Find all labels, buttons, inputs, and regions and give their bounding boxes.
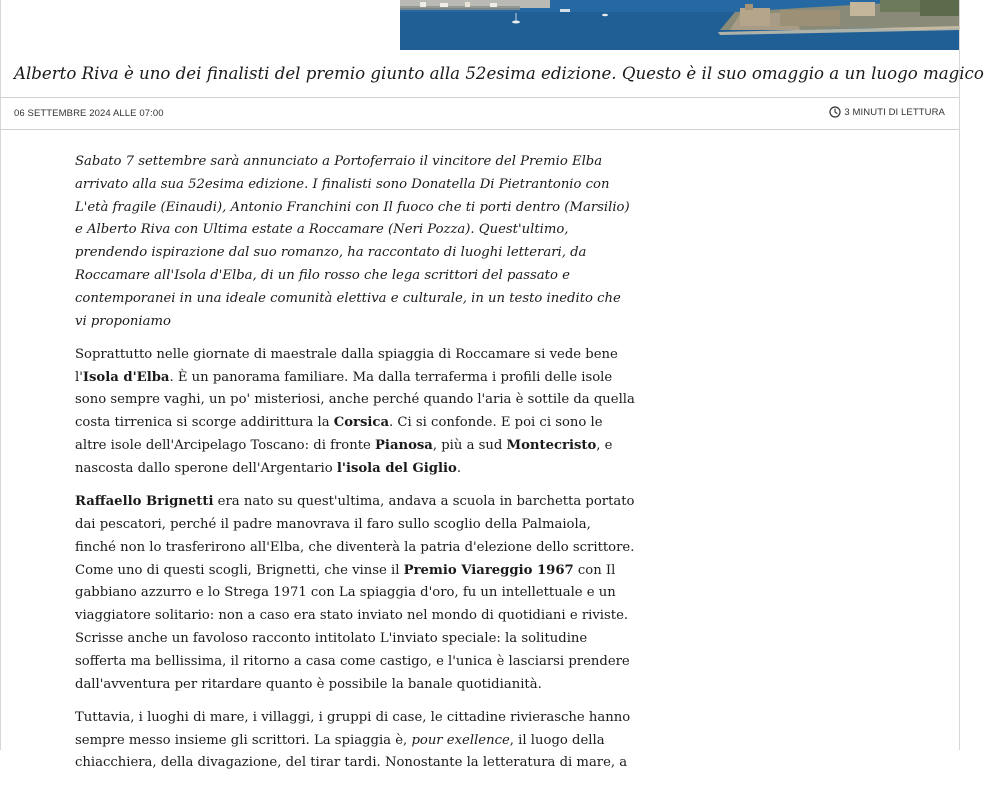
reading-time bbox=[829, 106, 945, 118]
keyword-isola-giglio: l'isola del Giglio bbox=[336, 460, 457, 476]
hero-image bbox=[400, 0, 959, 50]
publish-date: 06 SETTEMBRE 2024 ALLE 07:00 bbox=[14, 108, 164, 119]
keyword-premio-viareggio: Premio Viareggio 1967 bbox=[403, 562, 574, 578]
keyword-pianosa: Pianosa bbox=[375, 438, 433, 454]
keyword-montecristo: Montecristo bbox=[506, 438, 597, 454]
article-paragraph-3 bbox=[75, 707, 635, 775]
article-subtitle: Alberto Riva è uno dei finalisti del premio giunto alla 52esima edizione. Questo è il suo omaggio a un luogo magico bbox=[14, 64, 984, 83]
text-segment: Tuttavia, i luoghi di mare, i villaggi, i gruppi di case, le cittadine rivierasche hanno sempre messo insieme gli scrittori. La spiaggia è, bbox=[75, 709, 631, 748]
article-body bbox=[75, 151, 635, 786]
text-segment: con Il gabbiano azzurro e lo Strega 1971 con La spiaggia d'oro, fu un intellettuale e un viaggiatore solitario: non a caso era stato inviato nel mondo di quotidiani e riviste. Scrisse anche un favoloso racconto intitolato L'inviato speciale: la solitudine sofferta ma bellissima, il ritorno a casa come castigo, e l'unica è lasciarsi prendere dall'avventura per ritardare quanto è possibile la banale quotidianità. bbox=[75, 562, 630, 692]
text-segment: . È un panorama familiare. Ma dalla terraferma i profili delle isole sono sempre vaghi, un po' misteriosi, anche perché quando l'aria è sottile da quella costa tirrenica si scorge addirittura la bbox=[75, 369, 635, 431]
article-paragraph-2 bbox=[75, 491, 635, 696]
text-segment: , più a sud bbox=[432, 438, 507, 454]
keyword-isola-elba: Isola d'Elba bbox=[82, 369, 170, 385]
article-lead: Sabato 7 settembre sarà annunciato a Portoferraio il vincitore del Premio Elba arrivato alla sua 52esima edizione. I finalisti sono Donatella Di Pietrantonio con L'età fragile (Einaudi), Antonio Franchini con Il fuoco che ti porti dentro (Marsilio) e Alberto Riva con Ultima estate a Roccamare (Neri Pozza). Quest'ultimo, prendendo ispirazione dal suo romanzo, ha raccontato di luoghi letterari, da Roccamare all'Isola d'Elba, di un filo rosso che lega scrittori del passato e contemporanei in una ideale comunità elettiva e culturale, in un testo inedito che vi proponiamo bbox=[75, 154, 630, 329]
text-segment: . bbox=[456, 460, 462, 476]
text-segment: . Ci si confonde. E poi ci sono le altre isole dell'Arcipelago Toscano: di fronte bbox=[75, 415, 603, 454]
italic-phrase: pour exellence bbox=[411, 732, 510, 748]
clock-icon bbox=[829, 106, 841, 118]
text-segment: , il luogo della chiacchiera, della divagazione, del tirar tardi. Nonostante la letteratura di mare, a bbox=[75, 732, 628, 771]
text-segment: , e nascosta dallo sperone dell'Argentario bbox=[75, 438, 613, 476]
reading-time-label: 3 MINUTI DI LETTURA bbox=[844, 106, 945, 118]
keyword-corsica: Corsica bbox=[333, 415, 389, 431]
article-meta-bar bbox=[0, 97, 959, 130]
text-segment: Soprattutto nelle giornate di maestrale dalla spiaggia di Roccamare si vede bene l' bbox=[75, 346, 618, 385]
text-segment: era nato su quest'ultima, andava a scuola in barchetta portato dai pescatori, perché il padre manovrava il faro sullo scoglio della Palmaiola, finché non lo trasferirono all'Elba, che diventerà la patria d'elezione dello scrittore. Come uno di questi scogli, Brignetti, che vinse il bbox=[75, 494, 635, 578]
keyword-raffaello-brignetti: Raffaello Brignetti bbox=[75, 494, 214, 510]
article-paragraph-1 bbox=[75, 344, 635, 481]
hero-photo-illustration bbox=[400, 0, 959, 50]
